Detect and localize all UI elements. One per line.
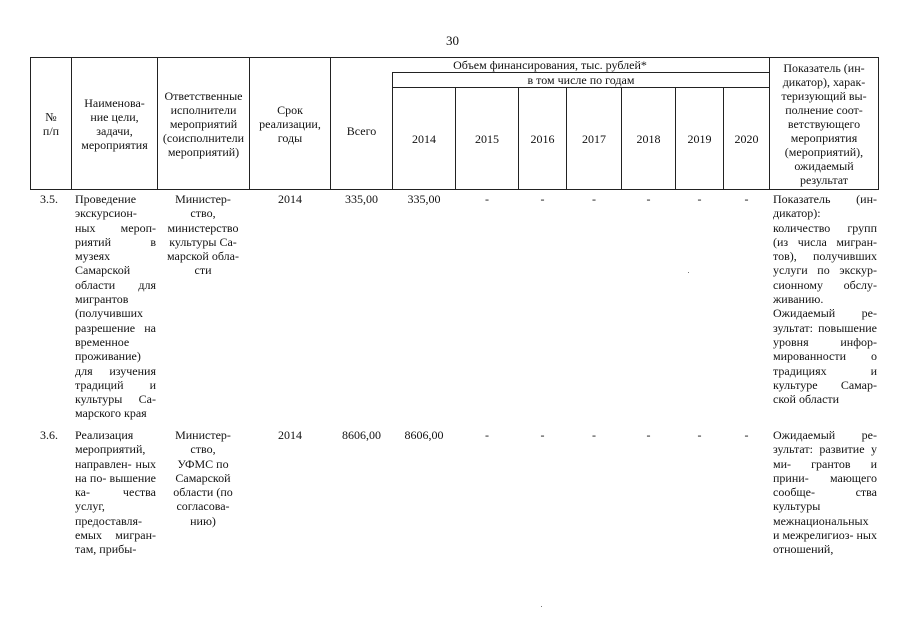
header-year-2016: 2016 <box>530 131 555 146</box>
row-number: 3.6. <box>40 428 58 442</box>
row-2020: - <box>744 428 749 442</box>
header-num: № п/п <box>42 109 60 138</box>
row-name: Проведение экскурсион- ных мероп- риятий в музеях Самарской области для мигрантов (получивших разрешение на временное проживание) для изучения традиций и культуры Са- марского края <box>75 192 156 421</box>
header-year-2015: 2015 <box>475 131 499 146</box>
row-responsible: Министер- ство, УФМС по Самарской области (по согласова- нию) <box>173 428 233 528</box>
header-year-2019: 2019 <box>687 131 712 146</box>
row-2014: 8606,00 <box>404 428 444 442</box>
header-by-years: в том числе по годам <box>527 73 635 87</box>
row-term: 2014 <box>278 192 302 206</box>
row-2020: - <box>744 192 749 206</box>
scan-speck <box>688 272 689 273</box>
row-indicator: Ожидаемый ре- зультат: развитие у ми- грантов и прини- мающего сообще- ства культуры межнациональных и межрелигиоз- ных отношений, <box>773 428 877 557</box>
header-name: Наименова- ние цели, задачи, мероприятия <box>81 95 148 152</box>
table-header <box>0 0 905 190</box>
header-year-2020: 2020 <box>734 131 759 146</box>
row-responsible: Министер- ство, министерство культуры Са- марской обла- сти <box>167 192 239 278</box>
page-number: 30 <box>446 33 459 48</box>
header-year-2018: 2018 <box>636 131 661 146</box>
row-2014: 335,00 <box>407 192 441 206</box>
row-2018: - <box>646 428 651 442</box>
header-year-2017: 2017 <box>582 131 606 146</box>
header-funding: Объем финансирования, тыс. рублей* <box>453 58 647 72</box>
header-term: Срок реализации, годы <box>259 102 321 145</box>
row-2017: - <box>592 192 596 206</box>
row-2016: - <box>540 192 545 206</box>
row-name: Реализация мероприятий, направлен- ных на по- вышение ка- чества услуг, предоставля- емых мигран- там, прибы- <box>75 428 156 557</box>
header-indicator: Показатель (ин- дикатор), харак- теризующий вы- полнение соот- ветствующего мероприятия (мероприятий), ожидаемый результат <box>781 60 867 187</box>
row-term: 2014 <box>278 428 302 442</box>
header-responsible: Ответственные исполнители мероприятий (соисполнители мероприятий) <box>162 88 245 159</box>
row-total: 8606,00 <box>342 428 381 442</box>
row-2019: - <box>697 192 702 206</box>
row-2016: - <box>540 428 545 442</box>
row-2015: - <box>485 192 489 206</box>
row-number: 3.5. <box>40 192 58 206</box>
header-year-2014: 2014 <box>412 131 436 146</box>
header-total: Всего <box>346 124 377 138</box>
row-2019: - <box>697 428 702 442</box>
row-indicator: Показатель (ин- дикатор): количество групп (из числа мигран- тов), получивших услуги по экскур- сионному обслу- живанию. Ожидаемый ре- зультат: повышение уровня инфор- мированности о традициях и культуре Самар- ской области <box>773 192 877 407</box>
row-2015: - <box>485 428 489 442</box>
row-2017: - <box>592 428 596 442</box>
row-2018: - <box>646 192 651 206</box>
row-total: 335,00 <box>345 192 378 206</box>
scan-speck <box>541 606 542 607</box>
